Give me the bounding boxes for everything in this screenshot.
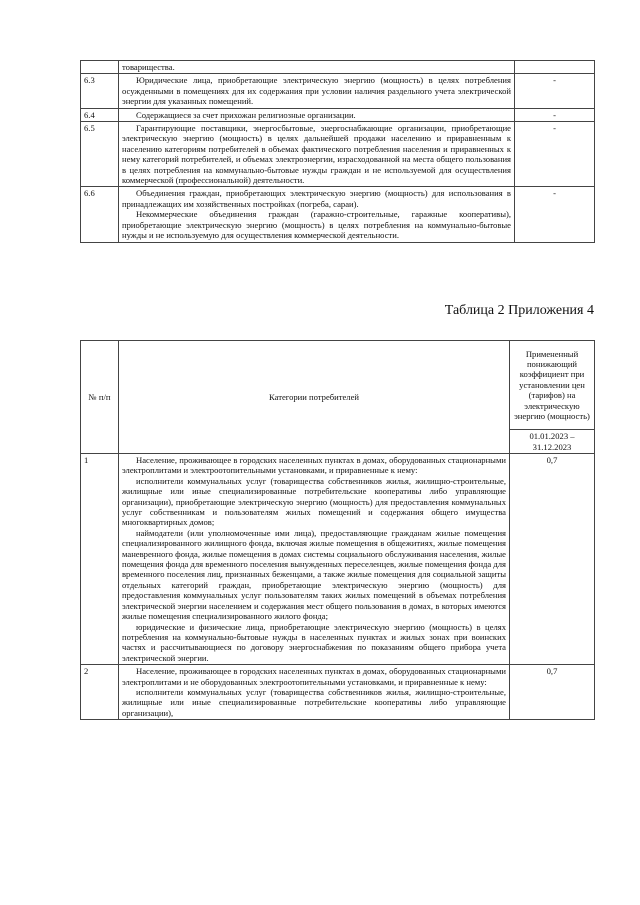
row-category — [119, 187, 515, 242]
table-row — [81, 187, 595, 242]
row-coefficient: 0,7 — [510, 454, 595, 665]
row-coefficient: - — [515, 187, 595, 242]
row-number: 1 — [81, 454, 119, 665]
row-category — [119, 122, 515, 187]
category-paragraph: Объединения граждан, приобретающих электрическую энергию (мощность) для использования в принадлежащих им хозяйственных постройках (погреба, сараи). — [122, 188, 511, 209]
category-paragraph: исполнители коммунальных услуг (товарищества собственников жилья, жилищно-строительные, жилищные или иные специализированные потребительские кооперативы либо управляющие организации), — [122, 686, 506, 718]
table-row — [81, 665, 595, 720]
row-category — [119, 61, 515, 74]
tariff-table-2 — [80, 340, 595, 720]
category-paragraph: Гарантирующие поставщики, энергосбытовые, энергоснабжающие организации, приобретающие электрическую энергию (мощность) в целях дальнейшей продажи населению и приравненным к населению категориям потребителей в объемах фактического потребления населения и приравненных к нему категорий потребителей, и объемах электроэнергии, израсходованной на места общего пользования в целях потребления на коммунально-бытовые нужды граждан и не используемой для осуществления коммерческой (профессиональной) деятельности. — [122, 123, 511, 186]
row-coefficient: - — [515, 122, 595, 187]
row-coefficient: - — [515, 108, 595, 121]
header-period: 01.01.2023 – 31.12.2023 — [510, 430, 595, 454]
row-coefficient: 0,7 — [510, 665, 595, 720]
row-coefficient — [515, 61, 595, 74]
table-caption: Таблица 2 Приложения 4 — [444, 303, 594, 318]
table-row — [81, 61, 595, 74]
table-row — [81, 122, 595, 187]
row-category — [119, 108, 515, 121]
header-num: № п/п — [81, 341, 119, 454]
category-paragraph: Юридические лица, приобретающие электрическую энергию (мощность) в целях потребления осужденными в помещениях для их содержания при условии наличия раздельного учета электрической энергии для указанных помещений. — [122, 75, 511, 107]
category-paragraph: исполнители коммунальных услуг (товарищества собственников жилья, жилищно-строительные, жилищные или иные специализированные потребительские кооперативы либо управляющие организации), приобретающие электрическую энергию (мощность) для предоставления коммунальных услуг собственникам и пользователям жилых помещений и содержания общего имущества многоквартирных домов; — [122, 475, 506, 528]
row-number: 6.4 — [81, 108, 119, 121]
row-coefficient: - — [515, 74, 595, 108]
table-row — [81, 74, 595, 108]
category-paragraph: Некоммерческие объединения граждан (гаражно-строительные, гаражные кооперативы), приобретающие электрическую энергию (мощность) в целях потребления на коммунально-бытовые нужды и не используемую для осуществления коммерческой деятельности. — [122, 209, 511, 241]
table-header-row — [81, 341, 595, 430]
row-number: 2 — [81, 665, 119, 720]
table-row — [81, 108, 595, 121]
category-paragraph: наймодатели (или уполномоченные ими лица), предоставляющие гражданам жилые помещения специализированного жилищного фонда, включая жилые помещения в общежитиях, жилые помещения маневренного фонда, жилые помещения в домах системы социального обслуживания населения, жилые помещения фонда для временного поселения вынужденных переселенцев, жилые помещения фонда для временного поселения лиц, признанных беженцами, а также жилые помещения для социальной защиты отдельных категорий граждан, приобретающие электрическую энергию (мощность) для предоставления коммунальных услуг пользователям таких жилых помещений в объемах потребления электрической энергии населением и содержания мест общего пользования в домах, в которых имеются жилые помещения специализированного жилого фонда; — [122, 527, 506, 622]
table-row — [81, 454, 595, 665]
row-number: 6.6 — [81, 187, 119, 242]
row-number — [81, 61, 119, 74]
header-category: Категории потребителей — [119, 341, 510, 454]
row-number: 6.3 — [81, 74, 119, 108]
category-paragraph: юридические и физические лица, приобретающие электрическую энергию (мощность) в целях потребления на коммунально-бытовые нужды в населенных пунктах и жилых зонах при воинских частях и рассчитывающиеся по договору энергоснабжения по показаниям общего прибора учета электрической энергии. — [122, 621, 506, 663]
row-category — [119, 454, 510, 665]
header-coefficient: Примененный понижающий коэффициент при установлении цен (тарифов) на электрическую энергию (мощность) — [510, 341, 595, 430]
category-paragraph: Население, проживающее в городских населенных пунктах в домах, оборудованных стационарными электроплитами и не оборудованных электроотопительными установками, и приравненные к нему: — [122, 666, 506, 687]
row-category — [119, 74, 515, 108]
row-category — [119, 665, 510, 720]
tariff-table-1 — [80, 60, 595, 243]
category-paragraph: Население, проживающее в городских населенных пунктах в домах, оборудованных стационарными электроплитами и электроотопительными установками, и приравненные к нему: — [122, 455, 506, 476]
category-paragraph: товарищества. — [122, 62, 175, 72]
category-paragraph: Содержащиеся за счет прихожан религиозные организации. — [136, 109, 356, 120]
row-number: 6.5 — [81, 122, 119, 187]
